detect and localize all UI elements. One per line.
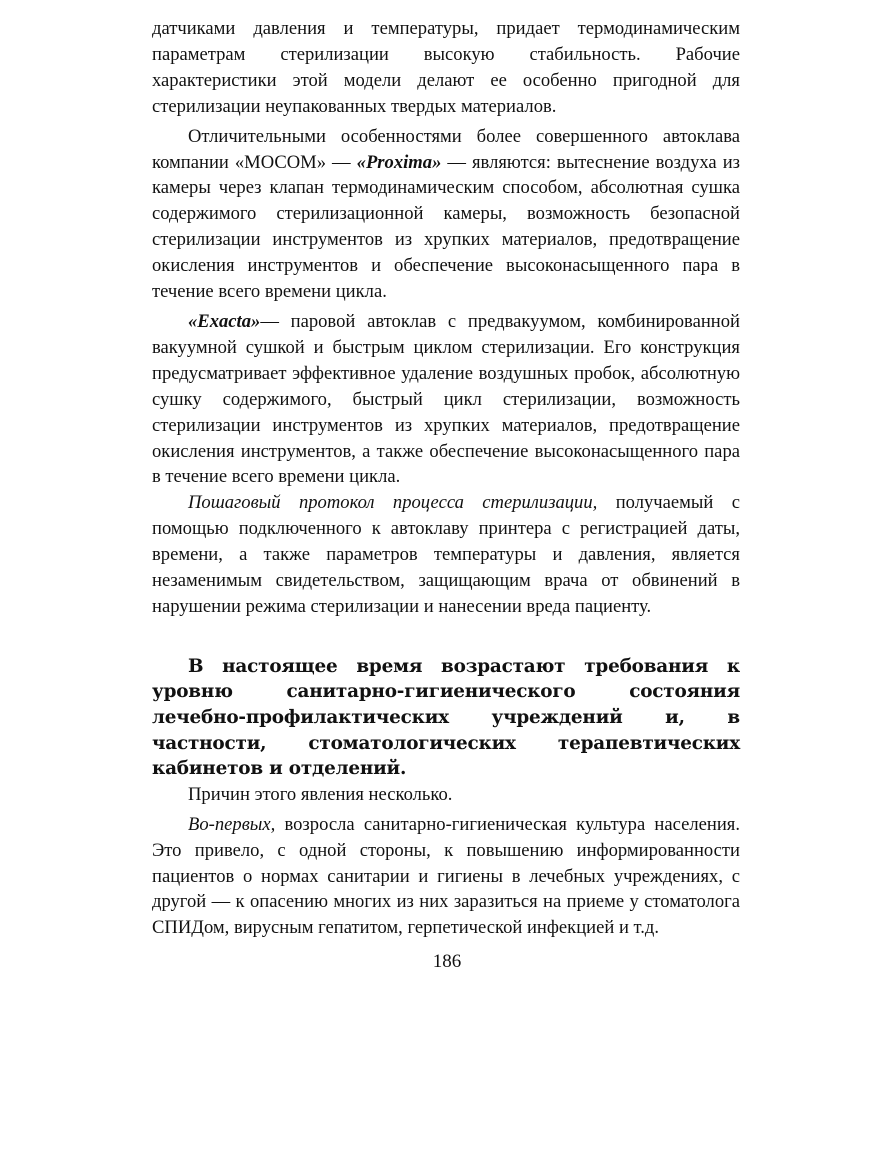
paragraph-exacta — [152, 309, 740, 490]
protocol-term: Пошаговый протокол процесса стерилизации, — [188, 492, 598, 514]
section-heading: В настоящее время возрастают требования к уровню санитарно-гигиенического состояния лечебно-профилактических учреждений и, в частности, стоматологических терапевтических кабинетов и отделений. — [152, 655, 740, 780]
page-number: 186 — [432, 951, 462, 972]
paragraph-1: датчиками давления и температуры, придает термодинамическим параметрам стерилизации высокую стабильность. Рабочие характеристики этой модели делают ее особенно пригодной для стерилизации неупакованных твердых материалов. — [152, 18, 740, 117]
paragraph-reasons: Причин этого явления несколько. — [188, 783, 453, 805]
text-column — [152, 16, 740, 941]
paragraph-proxima-body: — являются: вытеснение воздуха из камеры через клапан термодинамическим способом, абсолютная сушка содержимого стерилизационной камеры, возможность безопасной стерилизации инструментов из хрупких материалов, предотвращение окисления инструментов и обеспечение высоконасыщенного пара в течение всего времени цикла. — [152, 151, 740, 303]
exacta-term: «Exacta» — [188, 310, 261, 332]
paragraph-first-reason — [152, 812, 740, 942]
first-reason-term: Во-первых, — [188, 813, 276, 835]
paragraph-proxima — [152, 124, 740, 305]
paragraph-exacta-body: — паровой автоклав с предвакуумом, комбинированной вакуумной сушкой и быстрым циклом стерилизации. Его конструкция предусматривает эффективное удаление воздушных пробок, абсолютную сушку содержимого, быстрый цикл стерилизации, возможность стерилизации инструментов из хрупких материалов, предотвращение окисления инструментов, а также обеспечение высоконасыщенного пара в течение всего времени цикла. — [152, 310, 740, 488]
paragraph-proxima-lead: Отличительными особенностями более совершенного автоклава компании «МОСОМ» — — [152, 125, 740, 173]
proxima-term: «Proxima» — [356, 151, 442, 173]
paragraph-protocol — [152, 490, 740, 620]
paragraph-first-reason-body: возросла санитарно-гигиеническая культура населения. Это привело, с одной стороны, к повышению информированности пациентов о нормах санитарии и гигиены в лечебных учреждениях, с другой — к опасению многих из них заразиться на приеме у стоматолога СПИДом, вирусным гепатитом, герпетической инфекцией и т.д. — [152, 813, 740, 939]
paragraph-protocol-body: получаемый с помощью подключенного к автоклаву принтера с регистрацией даты, времени, а также параметров температуры и давления, является незаменимым свидетельством, защищающим врача от обвинений в нарушении режима стерилизации и нанесении вреда пациенту. — [152, 492, 741, 617]
